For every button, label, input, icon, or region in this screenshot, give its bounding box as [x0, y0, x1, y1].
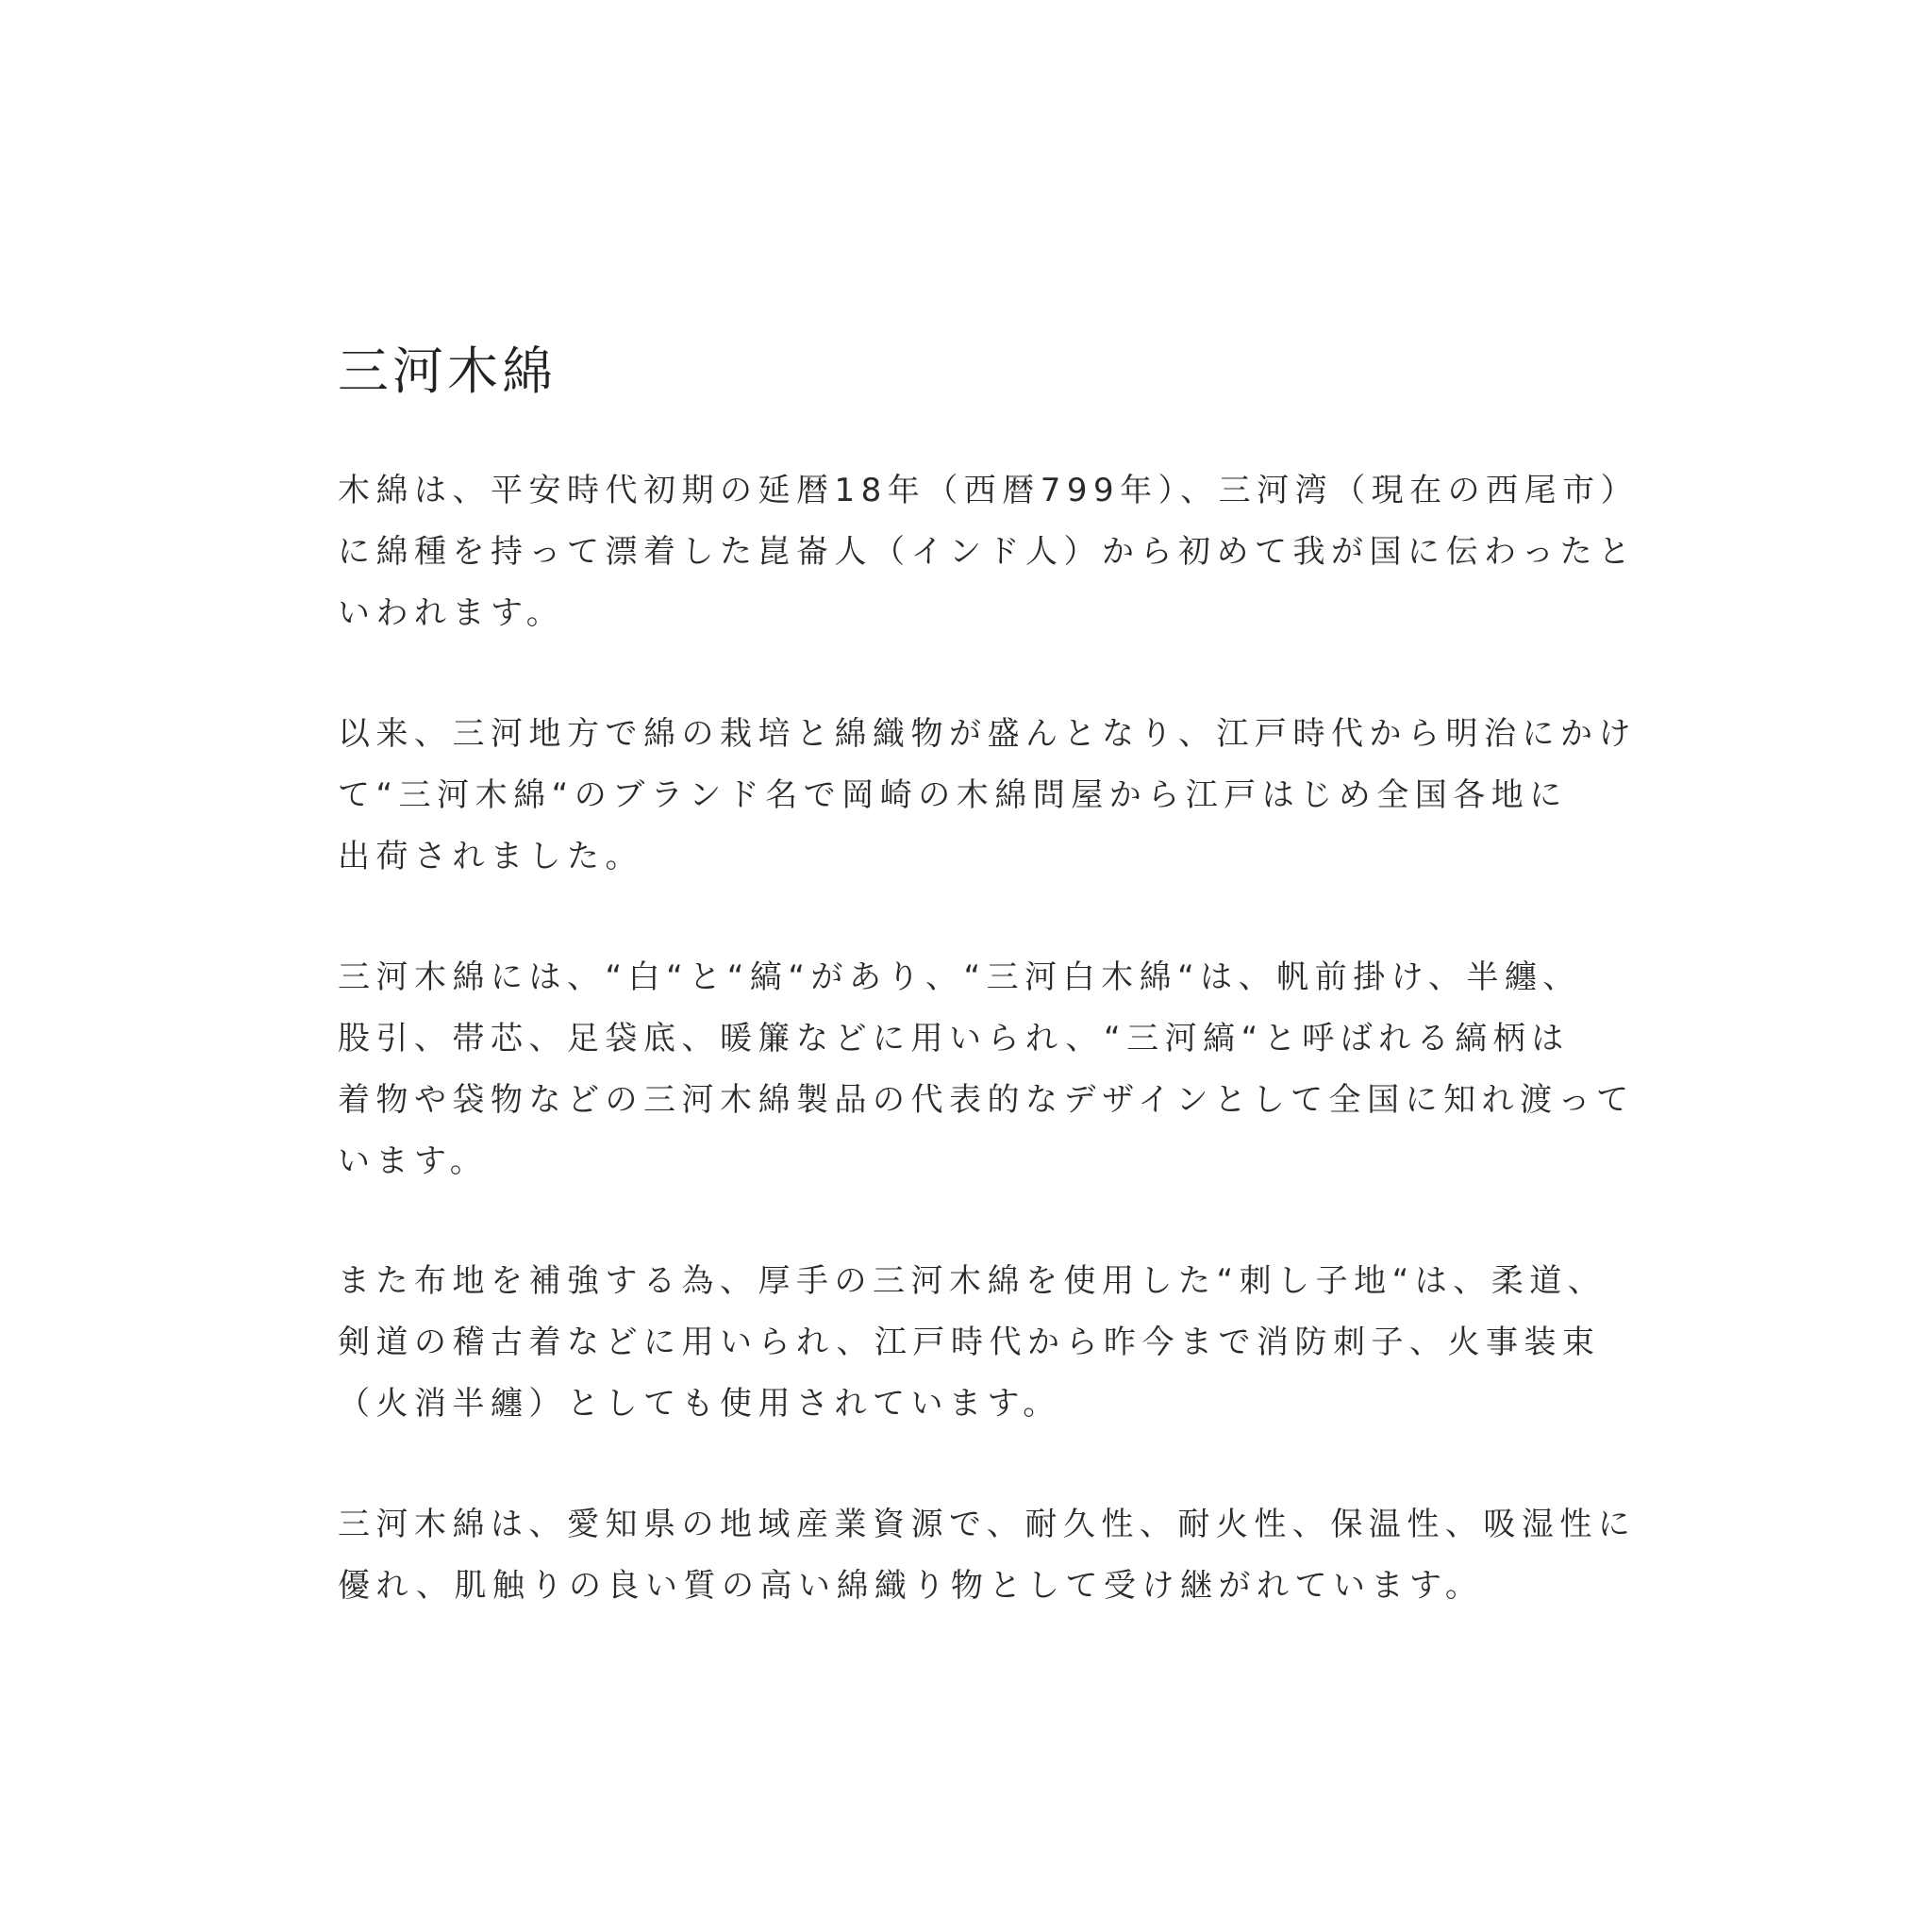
paragraph-line: 股引、帯芯、足袋底、暖簾などに用いられ、“三河縞“と呼ばれる縞柄は — [338, 1020, 1570, 1058]
paragraph-line: いわれます。 — [338, 594, 565, 632]
paragraph-sashiko — [338, 1251, 1621, 1435]
paragraph-line: 出荷されました。 — [338, 838, 643, 875]
paragraph-line: 以来、三河地方で綿の栽培と綿織物が盛んとなり、江戸時代から明治にかけ — [338, 715, 1637, 753]
paragraph-line: います。 — [338, 1142, 489, 1180]
paragraph-line: （火消半纏）としても使用されています。 — [338, 1385, 1061, 1423]
paragraph-line: 着物や袋物などの三河木綿製品の代表的なデザインとして全国に知れ渡って — [338, 1081, 1635, 1119]
paragraph-history — [338, 704, 1637, 888]
paragraph-origin — [338, 460, 1640, 644]
paragraph-varieties — [338, 947, 1635, 1192]
paragraph-qualities — [338, 1494, 1637, 1617]
paragraph-line: また布地を補強する為、厚手の三河木綿を使用した“刺し子地“は、柔道、 — [338, 1262, 1607, 1300]
page-title: 三河木綿 — [338, 341, 557, 401]
paragraph-line: 三河木綿には、“白“と“縞“があり、“三河白木綿“は、帆前掛け、半纏、 — [338, 958, 1581, 996]
document — [338, 338, 1640, 1605]
paragraph-line: 剣道の稽古着などに用いられ、江戸時代から昨今まで消防刺子、火事装束 — [338, 1324, 1601, 1361]
paragraph-line: に綿種を持って漂着した崑崙人（インド人）から初めて我が国に伝わったと — [338, 533, 1637, 571]
paragraph-line: 木綿は、平安時代初期の延暦18年（西暦799年）、三河湾（現在の西尾市） — [338, 472, 1640, 509]
paragraph-line: 三河木綿は、愛知県の地域産業資源で、耐久性、耐火性、保温性、吸湿性に — [338, 1506, 1637, 1543]
paragraph-line: 優れ、肌触りの良い質の高い綿織り物として受け継がれています。 — [338, 1567, 1484, 1605]
paragraph-line: て“三河木綿“のブランド名で岡崎の木綿問屋から江戸はじめ全国各地に — [338, 776, 1568, 814]
